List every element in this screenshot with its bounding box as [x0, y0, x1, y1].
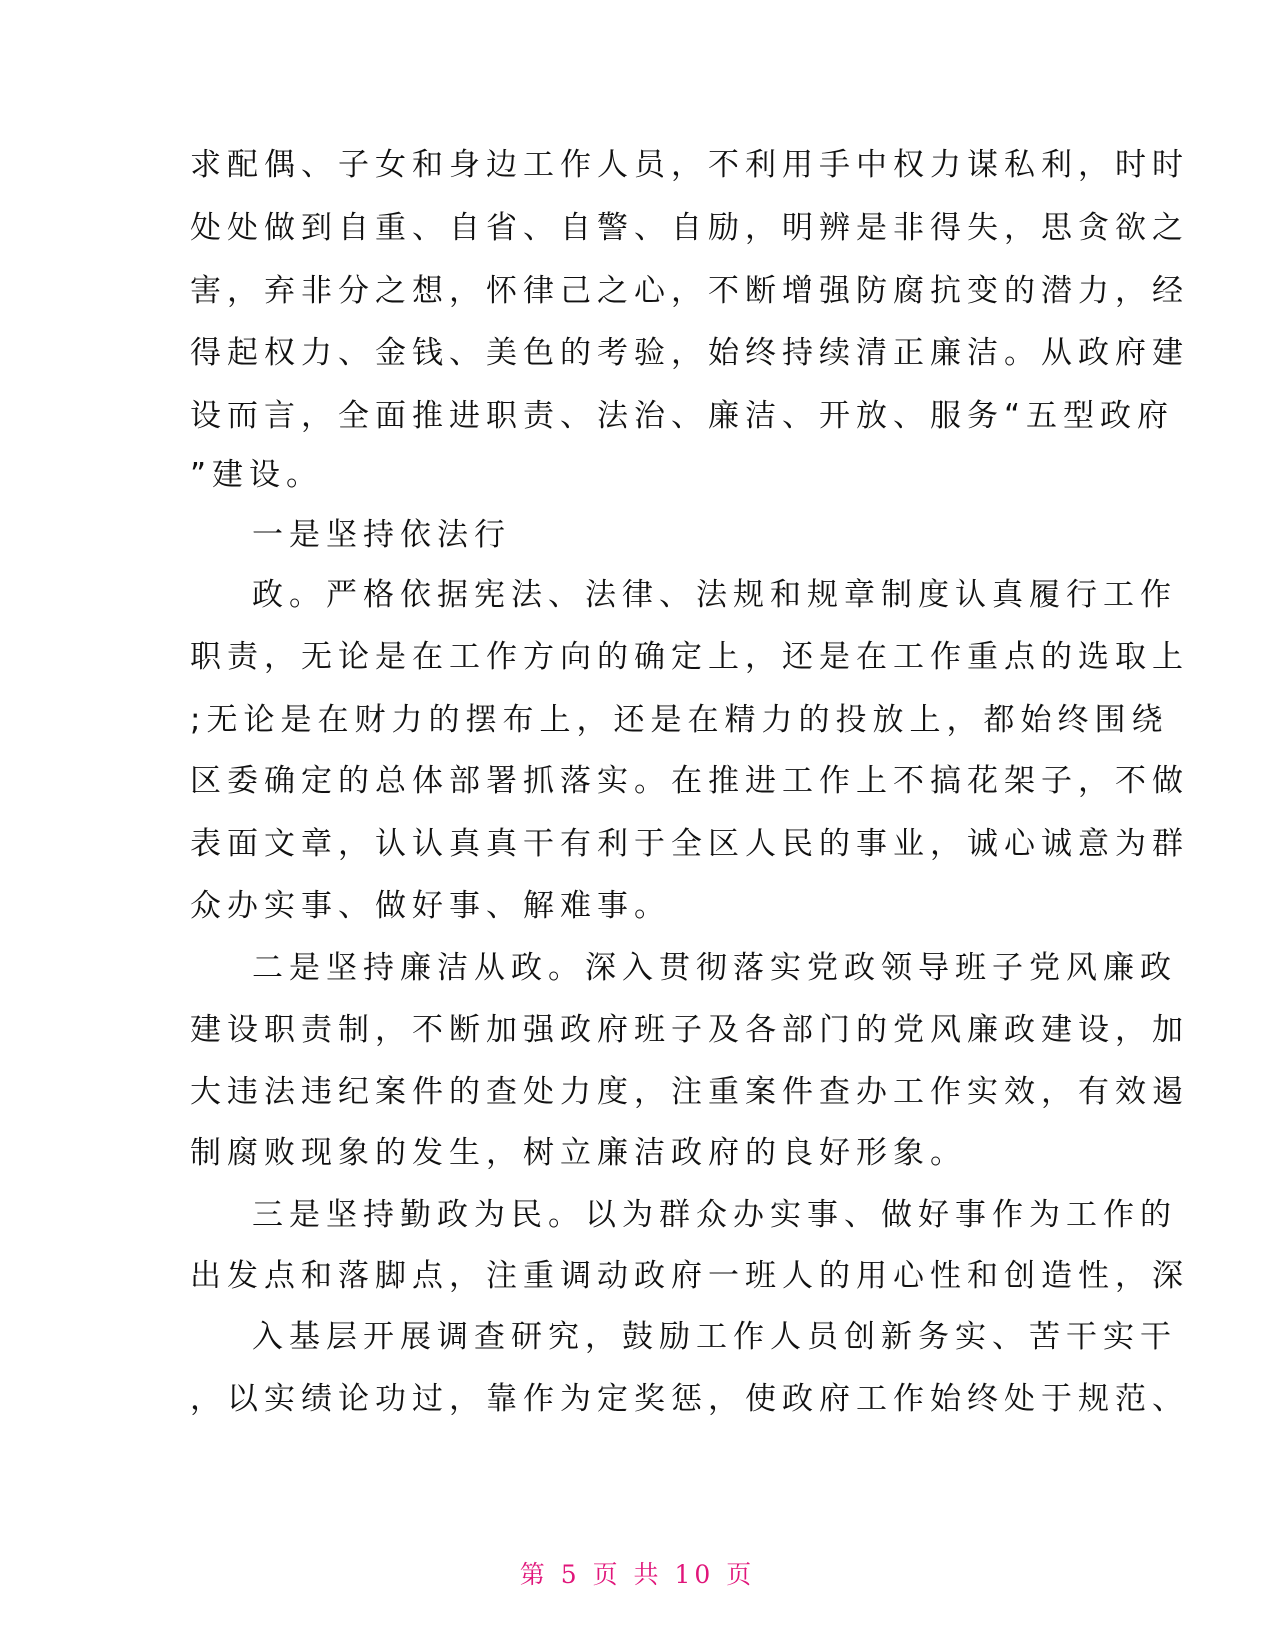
body-line: 设而言，全面推进职责、法治、廉洁、开放、服务“五型政府 — [190, 398, 1175, 434]
page-number-footer: 第 5 页 共 10 页 — [519, 1560, 756, 1589]
body-line: 得起权力、金钱、美色的考验，始终持续清正廉洁。从政府建 — [190, 335, 1189, 371]
body-line: 建设职责制，不断加强政府班子及各部门的党风廉政建设，加 — [190, 1012, 1189, 1048]
body-line: ，以实绩论功过，靠作为定奖惩，使政府工作始终处于规范、 — [190, 1381, 1189, 1417]
body-line: 表面文章，认认真真干有利于全区人民的事业，诚心诚意为群 — [190, 826, 1189, 862]
body-line: 入基层开展调查研究，鼓励工作人员创新务实、苦干实干 — [252, 1319, 1177, 1355]
body-line: 二是坚持廉洁从政。深入贯彻落实党政领导班子党风廉政 — [252, 950, 1177, 986]
paragraph-heading: 一是坚持依法行 — [252, 517, 511, 553]
body-line: 政。严格依据宪法、法律、法规和规章制度认真履行工作 — [252, 577, 1177, 613]
body-line: ”建设。 — [190, 457, 324, 493]
body-line: 三是坚持勤政为民。以为群众办实事、做好事作为工作的 — [252, 1197, 1177, 1233]
body-line: 制腐败现象的发生，树立廉洁政府的良好形象。 — [190, 1135, 967, 1171]
body-line: 害，弃非分之想，怀律己之心，不断增强防腐抗变的潜力，经 — [190, 273, 1189, 309]
body-line: ;无论是在财力的摆布上，还是在精力的投放上，都始终围绕 — [190, 702, 1169, 738]
body-line: 职责，无论是在工作方向的确定上，还是在工作重点的选取上 — [190, 639, 1189, 675]
body-line: 求配偶、子女和身边工作人员，不利用手中权力谋私利，时时 — [190, 147, 1189, 183]
body-line: 处处做到自重、自省、自警、自励，明辨是非得失，思贪欲之 — [190, 210, 1189, 246]
body-line: 大违法违纪案件的查处力度，注重案件查办工作实效，有效遏 — [190, 1074, 1189, 1110]
body-line: 区委确定的总体部署抓落实。在推进工作上不搞花架子，不做 — [190, 763, 1189, 799]
body-line: 众办实事、做好事、解难事。 — [190, 888, 671, 924]
body-line: 出发点和落脚点，注重调动政府一班人的用心性和创造性，深 — [190, 1258, 1189, 1294]
